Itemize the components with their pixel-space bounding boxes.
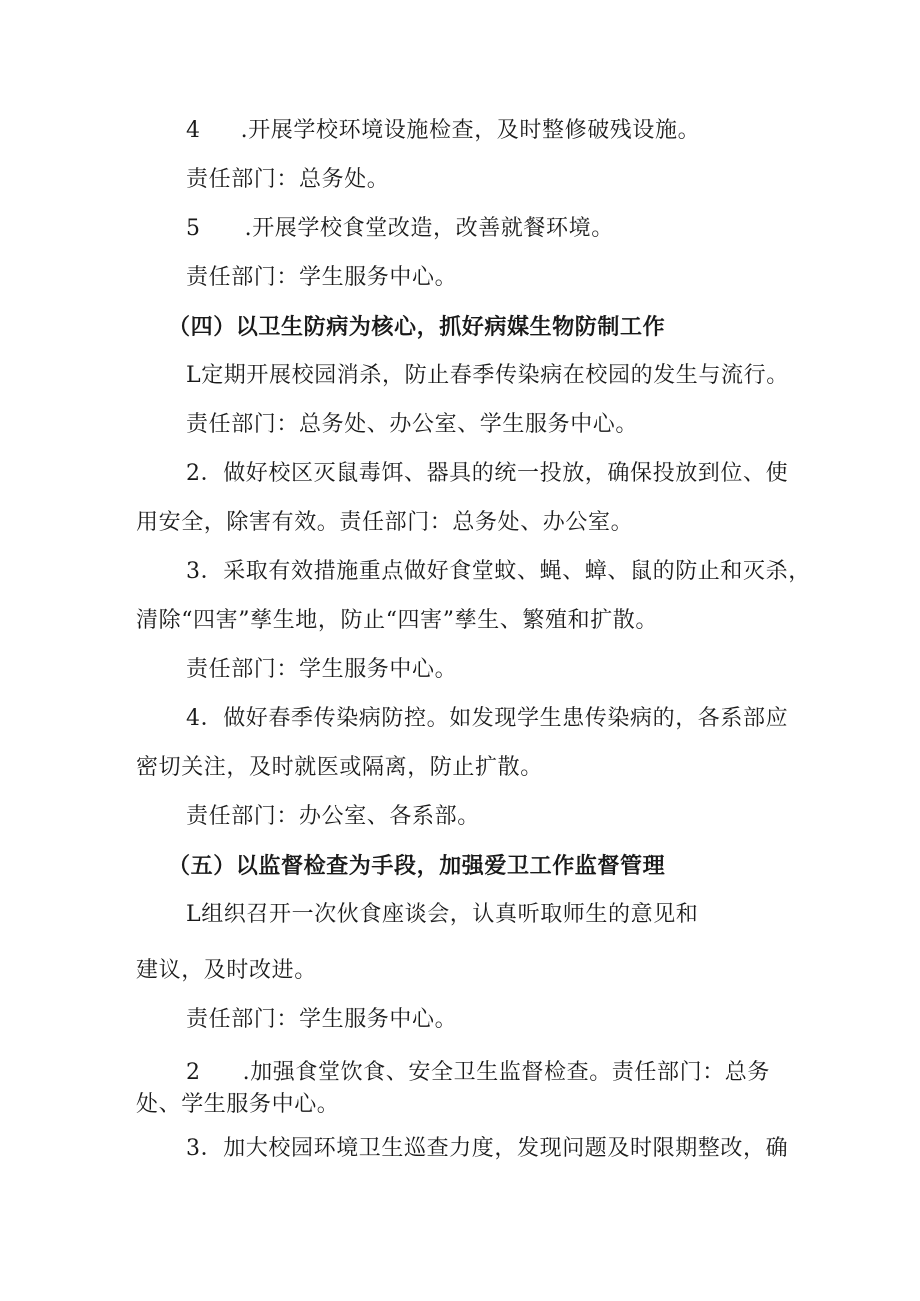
paragraph-line: 密切关注，及时就医或隔离，防止扩散。 [136,755,543,780]
paragraph-line: 用安全，除害有效。责任部门：总务处、办公室。 [136,510,634,535]
responsible-department: 责任部门：总务处、办公室、学生服务中心。 [186,412,639,437]
item-text: .开展学校环境设施检查，及时整修破残设施。 [240,118,701,143]
item-number: 2 [186,1060,201,1085]
list-item-5 [186,214,614,244]
paragraph-line: 建议，及时改进。 [136,958,317,983]
paragraph-line: L定期开展校园消杀，防止春季传染病在校园的发生与流行。 [186,363,789,388]
list-item-4 [186,116,700,146]
responsible-department: 责任部门：学生服务中心。 [186,657,458,682]
section-heading-5: （五）以监督检查为手段，加强爱卫工作监督管理 [168,853,666,879]
item-number: 5 [186,216,201,241]
item-number: 4 [186,118,201,143]
responsible-department: 责任部门：学生服务中心。 [186,265,458,290]
paragraph-line: 处、学生服务中心。 [136,1092,340,1117]
list-item-2 [186,1058,770,1088]
paragraph-line: 清除“四害”孳生地，防止“四害”孳生、繁殖和扩散。 [136,608,658,633]
paragraph-line: 3．加大校园环境卫生巡查力度，发现问题及时限期整改，确 [186,1136,789,1161]
item-text: .加强食堂饮食、安全卫生监督检查。责任部门：总务 [242,1060,771,1085]
paragraph-line: 2．做好校区灭鼠毒饵、器具的统一投放，确保投放到位、使 [186,461,789,486]
responsible-department: 责任部门：学生服务中心。 [186,1007,458,1032]
section-heading-4: （四）以卫生防病为核心，抓好病媒生物防制工作 [168,314,666,340]
item-text: .开展学校食堂改造，改善就餐环境。 [244,216,614,241]
responsible-department: 责任部门：总务处。 [186,167,390,192]
paragraph-line: 4．做好春季传染病防控。如发现学生患传染病的，各系部应 [186,706,789,731]
responsible-department: 责任部门：办公室、各系部。 [186,804,480,829]
paragraph-line: L组织召开一次伙食座谈会，认真听取师生的意见和 [186,902,699,927]
paragraph-line: 3．采取有效措施重点做好食堂蚊、蝇、蟑、鼠的防止和灭杀， [186,559,811,584]
